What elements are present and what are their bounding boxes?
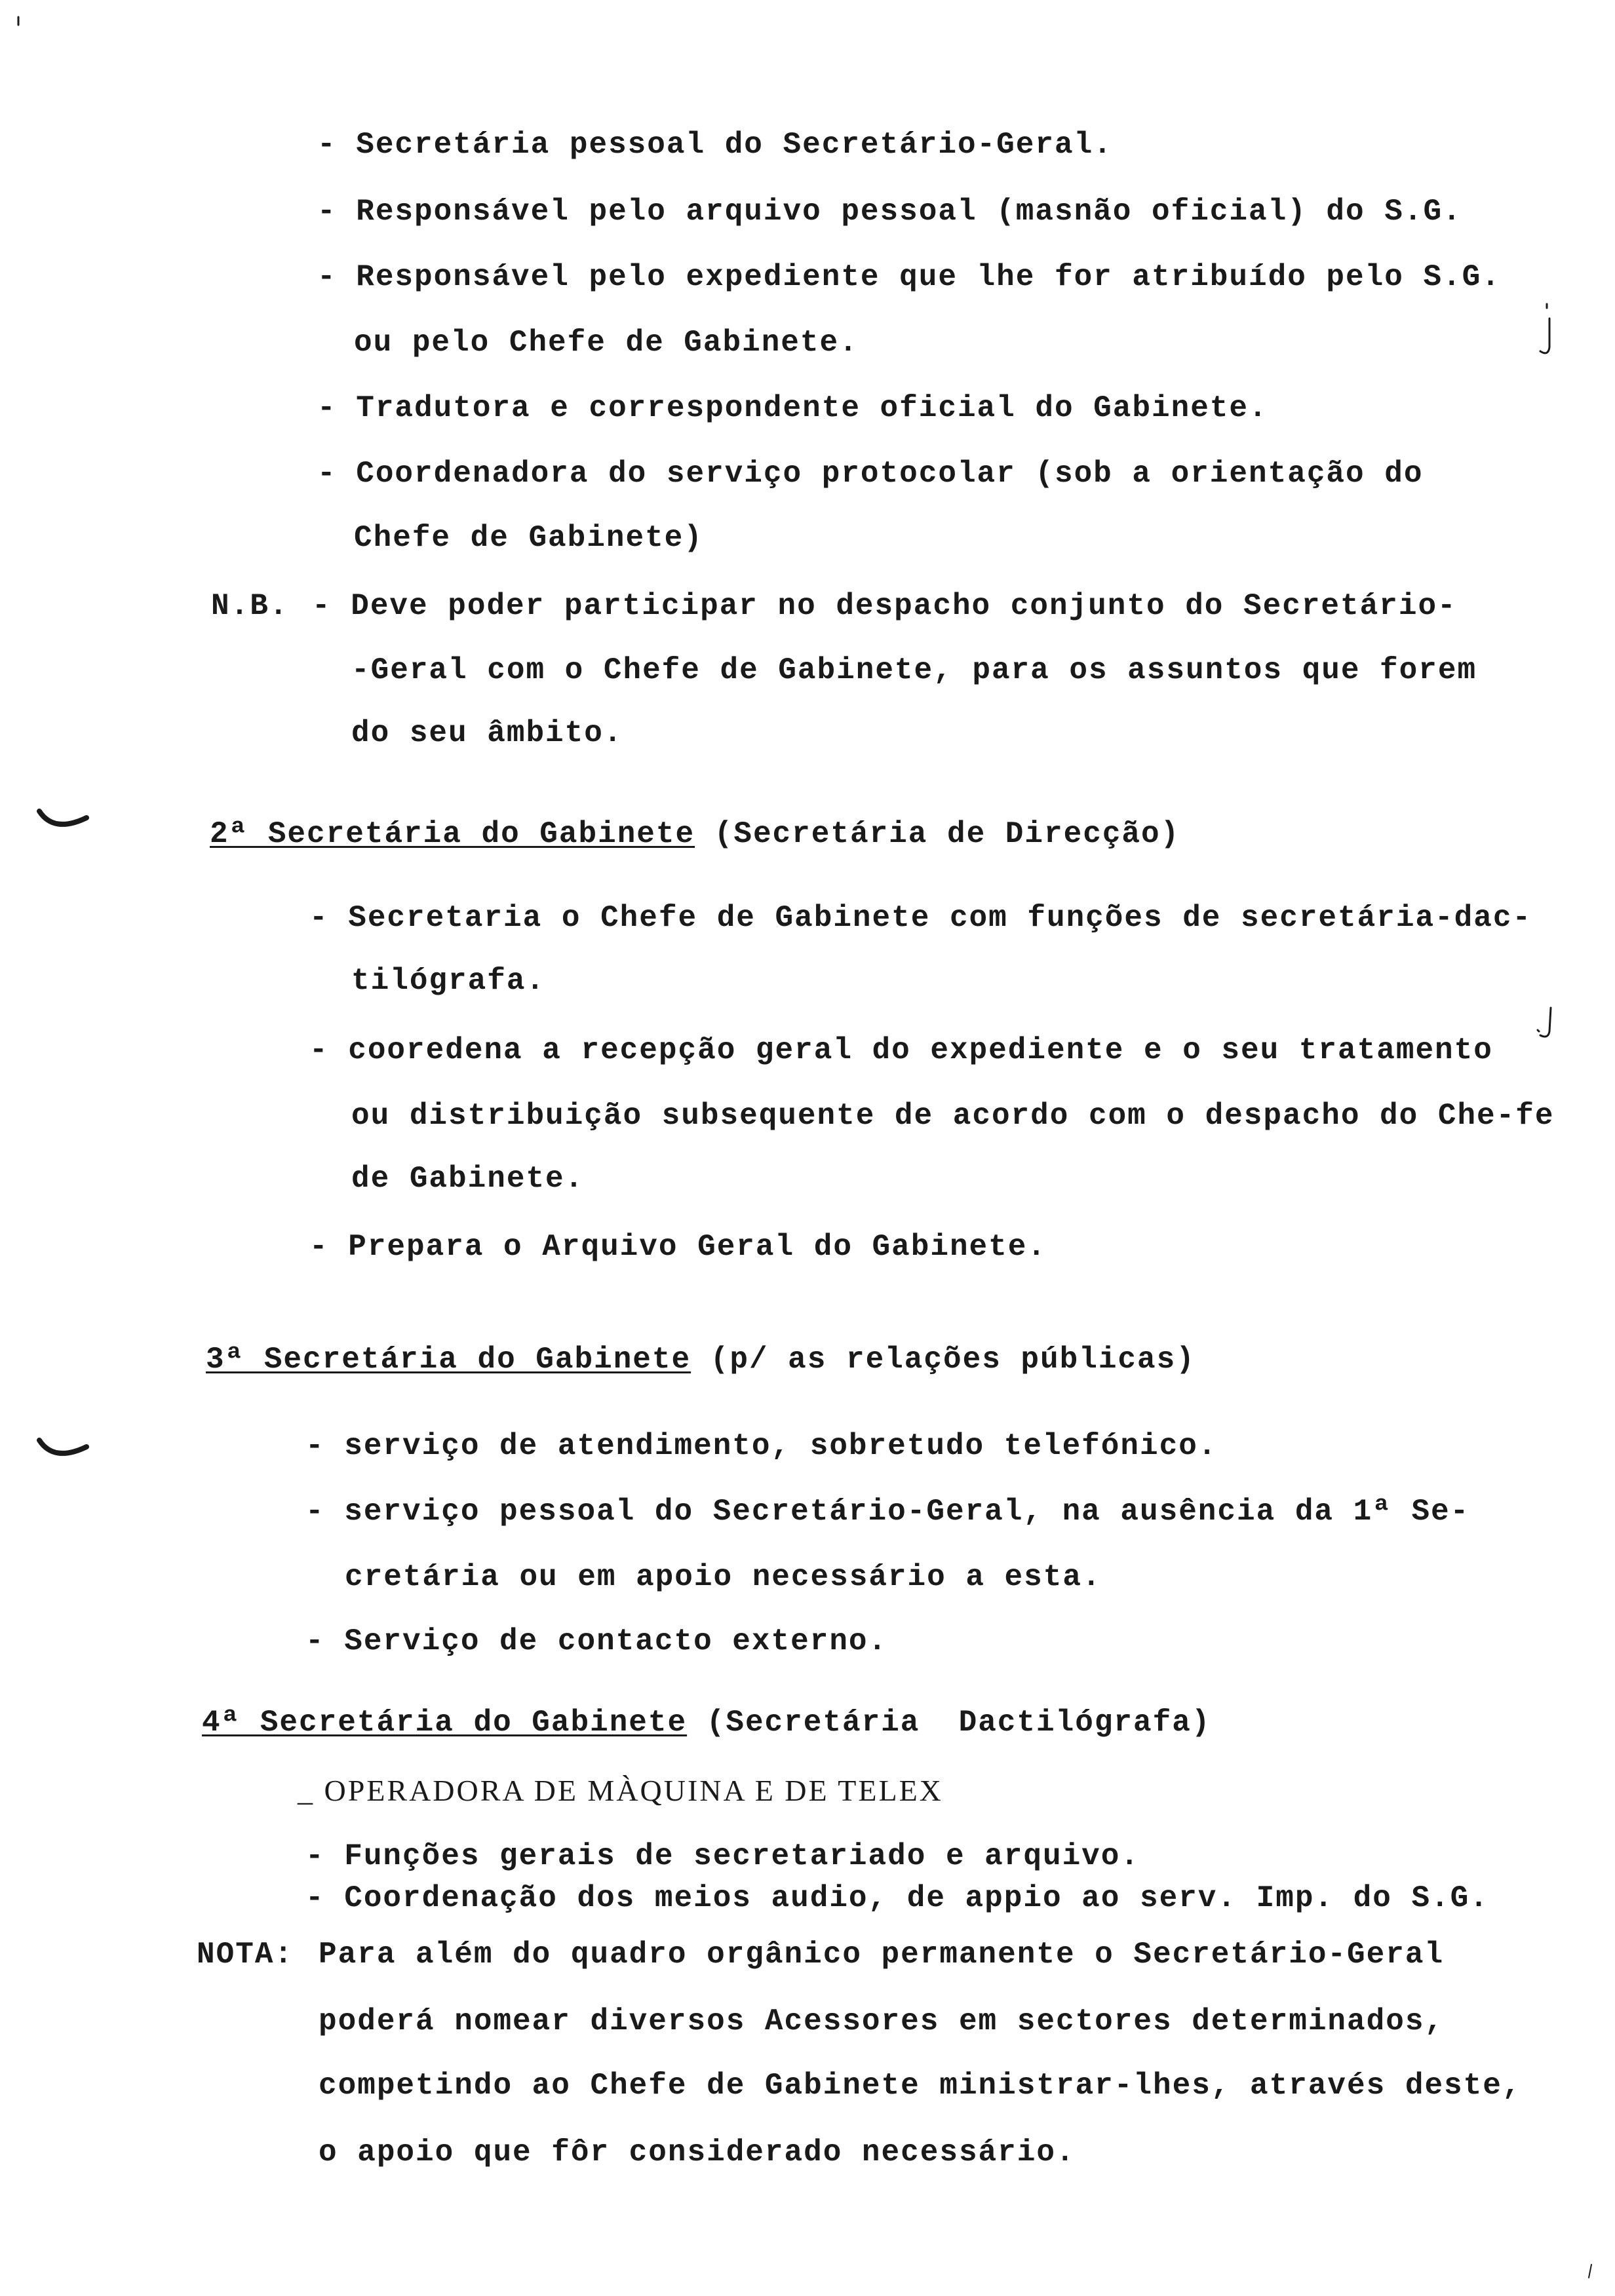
hole-punch-mark-icon [34,799,100,845]
nb-label: N.B. [211,589,289,623]
list-item: - Funções gerais de secretariado e arquivo. [305,1839,1140,1873]
list-item-continuation: ou distribuição subsequente de acordo com o despacho do Che-fe [351,1099,1555,1133]
list-item: - Tradutora e correspondente oficial do Gabinete. [317,391,1268,425]
heading-title: 4ª Secretária do Gabinete [202,1706,688,1740]
nota-text: Para além do quadro orgânico permanente o Secretário-Geral [319,1938,1445,1972]
nota-text: o apoio que fôr considerado necessário. [319,2135,1076,2170]
handwritten-check-icon [1534,301,1560,360]
list-item: - serviço pessoal do Secretário-Geral, na ausência da 1ª Se- [305,1495,1470,1529]
section-heading [210,819,1180,849]
list-item: - cooredena a recepção geral do expediente e o seu tratamento [309,1033,1493,1067]
section-heading [202,1708,1211,1738]
heading-note: (Secretária Dactilógrafa) [687,1706,1211,1740]
list-item-continuation: tilógrafa. [351,964,546,998]
heading-title: 3ª Secretária do Gabinete [206,1343,691,1377]
list-item: - Coordenação dos meios audio, de appio ao serv. Imp. do S.G. [305,1881,1489,1915]
list-item: - Prepara o Arquivo Geral do Gabinete. [309,1230,1047,1264]
list-item-continuation: ou pelo Chefe de Gabinete. [354,326,859,360]
nb-text: do seu âmbito. [351,716,623,750]
list-item: - Responsável pelo expediente que lhe for atribuído pelo S.G. [317,260,1501,294]
nota-text: poderá nomear diversos Acessores em sectores determinados, [319,2004,1445,2038]
list-item-continuation: Chefe de Gabinete) [354,521,703,555]
nota-text: competindo ao Chefe de Gabinete ministrar-lhes, através deste, [319,2069,1522,2103]
list-item: - Secretária pessoal do Secretário-Geral. [317,128,1113,162]
heading-note: (p/ as relações públicas) [691,1343,1196,1377]
heading-title: 2ª Secretária do Gabinete [210,817,695,851]
section-heading [206,1345,1196,1375]
list-item: - serviço de atendimento, sobretudo telefónico. [305,1429,1218,1463]
list-item-continuation: de Gabinete. [351,1162,585,1196]
list-item: - Serviço de contacto externo. [305,1624,888,1658]
heading-note: (Secretária de Direcção) [695,817,1180,851]
list-item: _ OPERADORA DE MÀQUINA E DE TELEX [298,1774,943,1807]
list-item-continuation: cretária ou em apoio necessário a esta. [345,1560,1102,1594]
scan-speck-icon [13,13,24,33]
handwritten-check-icon [1534,1003,1560,1048]
nb-text: -Geral com o Chefe de Gabinete, para os assuntos que forem [351,653,1477,687]
hole-punch-mark-icon [34,1428,100,1474]
nb-text: - Deve poder participar no despacho conjunto do Secretário- [312,589,1457,623]
scan-speck-icon [1584,2261,1597,2287]
list-item: - Coordenadora do serviço protocolar (sob a orientação do [317,457,1424,491]
list-item: - Secretaria o Chefe de Gabinete com funções de secretária-dac- [309,901,1532,935]
list-item: - Responsável pelo arquivo pessoal (masnão oficial) do S.G. [317,195,1462,229]
nota-label: NOTA: [197,1938,294,1972]
